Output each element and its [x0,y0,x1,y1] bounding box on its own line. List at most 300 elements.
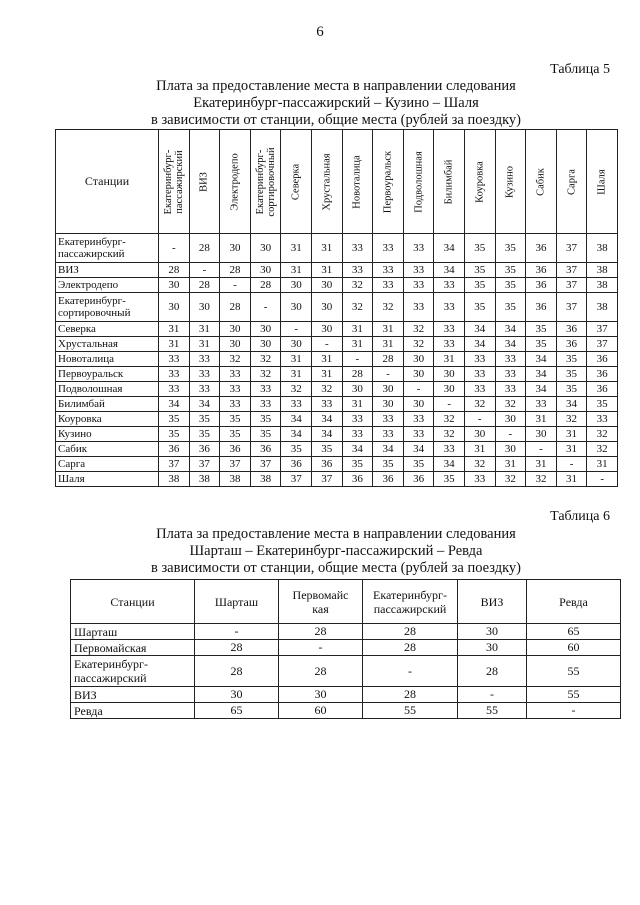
table6-row [71,640,621,656]
table5-fare-cell: 36 [556,322,587,337]
table5-fare-cell: - [587,472,618,487]
table6-fare-cell: 60 [279,703,363,719]
table5-fare-cell: 33 [342,427,373,442]
table5-station-name: Екатеринбург- сортировочный [56,293,159,322]
table5-column-header [434,130,465,234]
table5-fare-cell: 31 [342,337,373,352]
table5-fare-cell: 34 [434,234,465,263]
table6-fare-cell: 28 [363,640,458,656]
table5-fare-cell: 35 [587,397,618,412]
table5-fare-cell: 33 [464,352,495,367]
table5-fare-cell: 33 [342,234,373,263]
table5-row [56,382,618,397]
table5-column-label: Сабик [535,167,547,196]
table5-fare-cell: 33 [434,293,465,322]
table5-fare-cell: 35 [495,278,526,293]
table5-column-header [220,130,251,234]
table5-fare-cell: 33 [464,382,495,397]
table5-fare-cell: 35 [250,427,281,442]
table5-column-label: Екатеринбург- пассажирский [162,149,185,214]
table6-title-line: в зависимости от станции, общие места (рублей за поездку) [150,560,522,576]
table5-fare-cell: 33 [403,293,434,322]
table5-column-label: Хрустальная [321,152,333,211]
table5-fare-cell: 32 [220,352,251,367]
table5-row [56,337,618,352]
table5-fare-cell: 38 [587,263,618,278]
table6-label: Таблица 6 [550,509,610,524]
table5-fare-cell: 35 [464,263,495,278]
table5-fare-cell: 30 [373,397,404,412]
table5-fare-cell: 30 [403,352,434,367]
table5-fare-cell: 31 [159,337,190,352]
table5-fare-cell: 33 [373,278,404,293]
table5-fare-cell: 32 [495,472,526,487]
table5-fare-cell: 36 [281,457,312,472]
table5-fare-cell: 33 [342,263,373,278]
table5-row [56,457,618,472]
table5-fare-cell: 32 [587,427,618,442]
table5-fare-cell: 35 [373,457,404,472]
table6-station-name: Ревда [71,703,195,719]
table5-fare-cell: 35 [342,457,373,472]
table5-fare-cell: 34 [526,367,557,382]
table6-fare-cell: 60 [527,640,621,656]
table5-fare-cell: 28 [220,263,251,278]
table5-fare-cell: 35 [464,234,495,263]
table5-fare-cell: - [311,337,342,352]
table5-fare-cell: 28 [250,278,281,293]
table5-column-label: Электродепо [229,152,241,211]
table5-fare-cell: 28 [189,278,220,293]
table5-column-label: ВИЗ [198,171,210,192]
table5-fare-cell: 34 [311,427,342,442]
table5-column-header [250,130,281,234]
table5-fare-cell: 30 [311,293,342,322]
table5-fare-cell: 33 [373,427,404,442]
table5-station-name: Новоталица [56,352,159,367]
table5-fare-cell: 36 [587,352,618,367]
table5-column-header [526,130,557,234]
table5-fare-cell: 33 [403,412,434,427]
table6-column-header: Первомайс кая [279,580,363,624]
table5-fare-cell: 34 [526,352,557,367]
table5-fare-cell: 37 [281,472,312,487]
table5-title-line: в зависимости от станции, общие места (рублей за поездку) [150,112,522,128]
table5-fare-cell: 31 [342,397,373,412]
table6-fare-cell: 55 [527,687,621,703]
table5-fare-cell: 36 [526,234,557,263]
table5-fare-cell: 31 [556,427,587,442]
table6-fare-cell: 30 [458,624,527,640]
table5-fare-cell: - [250,293,281,322]
table5-fare-cell: 30 [526,427,557,442]
table5-fare-cell: 33 [250,397,281,412]
table5-fare-cell: 33 [159,367,190,382]
table5-row [56,367,618,382]
table5-station-name: Екатеринбург- пассажирский [56,234,159,263]
table5-fare-cell: 33 [464,472,495,487]
table5-fare-cell: 33 [342,412,373,427]
table5-title-line: Екатеринбург-пассажирский – Кузино – Шаля [193,95,479,111]
table5-fare-cell: 34 [159,397,190,412]
table5-column-header [159,130,190,234]
table5-fare-cell: - [220,278,251,293]
table5-fare-cell: 36 [587,382,618,397]
table5-fare-cell: 33 [403,234,434,263]
table5-fare-cell: 30 [403,367,434,382]
table5-fare-cell: 32 [403,337,434,352]
table5-fare-cell: 30 [220,234,251,263]
table5-fare-cell: 35 [220,412,251,427]
table5-fare-cell: 36 [373,472,404,487]
table5-fare-cell: 30 [342,382,373,397]
table5-fare-cell: 30 [495,412,526,427]
table5-fare-cell: 34 [434,263,465,278]
table5-fare-cell: 38 [250,472,281,487]
table5-column-header [403,130,434,234]
table6-title-line: Плата за предоставление места в направлении следования [156,526,516,542]
table5-fare-cell: 37 [556,278,587,293]
table5-fare-cell: 33 [526,397,557,412]
table5-fare-cell: 32 [434,427,465,442]
table5-column-label: Шаля [596,168,608,195]
table6-fare-cell: 65 [527,624,621,640]
table5-fare-cell: 32 [250,367,281,382]
table5-fare-cell: 32 [526,472,557,487]
table5-fare-cell: 30 [250,322,281,337]
table5-fare-cell: 31 [189,337,220,352]
table5-fare-cell: - [373,367,404,382]
table5-fare-cell: 35 [464,293,495,322]
table5-fare-cell: 33 [159,352,190,367]
table5-row [56,322,618,337]
table6-fare-cell: 28 [279,624,363,640]
table5-fare-cell: 36 [556,337,587,352]
table5-column-header [587,130,618,234]
table5-fare-cell: 33 [495,367,526,382]
table5-fare-cell: 28 [220,293,251,322]
table5-fare-cell: 35 [311,442,342,457]
table5-column-label: Подволошная [413,150,425,213]
table5-fare-cell: 31 [556,472,587,487]
table5-fare-cell: 30 [220,322,251,337]
table5-fare-cell: 35 [526,337,557,352]
table5-fare-cell: 35 [250,412,281,427]
table5-fare-cell: 35 [403,457,434,472]
table6-fare-cell: 28 [195,640,279,656]
table6-fare-cell: 55 [363,703,458,719]
table6-fare-matrix [70,579,621,719]
table6-fare-cell: 30 [279,687,363,703]
table5-fare-cell: - [434,397,465,412]
table5-fare-cell: 30 [495,442,526,457]
table5-fare-cell: 34 [373,442,404,457]
table5-title [56,78,616,129]
table5-fare-cell: 28 [159,263,190,278]
table5-column-label: Сарга [566,168,578,195]
table6-fare-cell: 30 [195,687,279,703]
table5-fare-cell: 36 [587,367,618,382]
table6-fare-cell: 28 [279,656,363,687]
table5-fare-cell: 37 [159,457,190,472]
table5-fare-cell: 30 [281,278,312,293]
table5-fare-cell: 31 [526,412,557,427]
table5-fare-cell: 35 [464,278,495,293]
table6-column-header: Шарташ [195,580,279,624]
table6-row [71,624,621,640]
table5-fare-cell: 36 [526,263,557,278]
table5-fare-cell: 32 [250,352,281,367]
table5-fare-cell: 34 [403,442,434,457]
table5-fare-cell: 35 [159,427,190,442]
table5-fare-cell: 31 [464,442,495,457]
table6-fare-cell: 55 [527,656,621,687]
table5-fare-cell: 33 [434,442,465,457]
table5-column-header [373,130,404,234]
table5-fare-cell: 35 [526,322,557,337]
table6-title [56,526,616,577]
table6-fare-cell: - [279,640,363,656]
table5-fare-cell: 32 [587,442,618,457]
table5-fare-cell: - [495,427,526,442]
table5-fare-cell: 33 [281,397,312,412]
table6-column-header: ВИЗ [458,580,527,624]
table5-fare-cell: 30 [159,278,190,293]
table5-fare-cell: 33 [250,382,281,397]
table5-fare-cell: 31 [189,322,220,337]
table5-fare-cell: 31 [281,352,312,367]
table5-fare-cell: 35 [189,427,220,442]
table5-fare-cell: 34 [434,457,465,472]
table5-fare-cell: 32 [342,278,373,293]
table5-fare-cell: 33 [189,382,220,397]
table5-column-label: Коуровка [474,160,486,203]
table5-fare-cell: 33 [495,352,526,367]
table5-fare-cell: 37 [587,322,618,337]
table5-fare-cell: 36 [526,293,557,322]
table5-fare-cell: 32 [495,397,526,412]
table5-station-name: Хрустальная [56,337,159,352]
table5-fare-cell: 32 [464,457,495,472]
table5-fare-cell: 34 [311,412,342,427]
table5-fare-cell: 30 [311,278,342,293]
table5-fare-cell: 30 [434,367,465,382]
table6-stations-header: Станции [71,580,195,624]
table5-fare-cell: 38 [159,472,190,487]
table5-station-name: Подволошная [56,382,159,397]
table5-fare-cell: - [464,412,495,427]
table5-station-name: Шаля [56,472,159,487]
table5-row [56,472,618,487]
table6-fare-cell: - [363,656,458,687]
table5-fare-cell: 32 [464,397,495,412]
table5-fare-cell: - [403,382,434,397]
table5-fare-cell: 34 [556,397,587,412]
table5-fare-cell: 32 [342,293,373,322]
table5-fare-cell: - [159,234,190,263]
table6-row [71,703,621,719]
table5-fare-cell: 30 [434,382,465,397]
table5-station-name: Сабик [56,442,159,457]
table5-fare-cell: 33 [403,427,434,442]
table5-column-label: Билимбай [443,159,455,204]
table5-fare-cell: 33 [311,397,342,412]
table5-fare-cell: 33 [220,397,251,412]
table6-row [71,656,621,687]
table5-fare-cell: - [189,263,220,278]
table5-fare-cell: 37 [556,263,587,278]
table6-station-name: Екатеринбург- пассажирский [71,656,195,687]
table5-station-name: ВИЗ [56,263,159,278]
table5-fare-cell: 30 [281,293,312,322]
table5-fare-cell: 31 [556,442,587,457]
table5-fare-cell: 33 [220,367,251,382]
table5-fare-cell: 31 [311,367,342,382]
table6-station-name: Первомайская [71,640,195,656]
table5-fare-cell: 36 [526,278,557,293]
table5-row [56,442,618,457]
table6-column-header: Ревда [527,580,621,624]
table5-fare-cell: 34 [281,427,312,442]
table5-fare-cell: 37 [311,472,342,487]
table5-fare-cell: - [556,457,587,472]
table5-fare-cell: 37 [189,457,220,472]
table5-stations-header: Станции [56,130,159,234]
table5-fare-cell: 34 [464,337,495,352]
table6-fare-cell: 55 [458,703,527,719]
table5-fare-cell: 35 [159,412,190,427]
table5-fare-cell: 31 [159,322,190,337]
table5-fare-cell: 33 [434,337,465,352]
table5-station-name: Сарга [56,457,159,472]
table5-fare-cell: 38 [189,472,220,487]
table5-fare-cell: 31 [434,352,465,367]
table5-fare-cell: 30 [311,322,342,337]
table6-row [71,687,621,703]
table6-fare-cell: 28 [458,656,527,687]
table5-fare-cell: 36 [311,457,342,472]
table5-fare-cell: 33 [373,234,404,263]
table5-fare-cell: 33 [373,263,404,278]
table5-fare-cell: 32 [403,322,434,337]
table5-fare-cell: 32 [311,382,342,397]
table5-column-header [495,130,526,234]
table5-row [56,234,618,263]
table5-fare-cell: 31 [373,337,404,352]
page-number: 6 [316,24,324,40]
table5-fare-cell: 31 [281,263,312,278]
table6-station-name: ВИЗ [71,687,195,703]
table5-fare-cell: 31 [281,234,312,263]
table5-column-header [464,130,495,234]
table5-fare-cell: 35 [556,382,587,397]
table5-fare-cell: 36 [159,442,190,457]
table5-fare-cell: 35 [495,263,526,278]
table5-fare-cell: 32 [281,382,312,397]
table5-fare-cell: 34 [342,442,373,457]
table5-fare-cell: 28 [373,352,404,367]
table5-fare-cell: 28 [342,367,373,382]
table5-fare-cell: 36 [342,472,373,487]
table5-fare-cell: 30 [373,382,404,397]
table5-fare-cell: 31 [281,367,312,382]
table5-fare-cell: 28 [189,234,220,263]
table5-fare-cell: 34 [526,382,557,397]
table5-fare-cell: 33 [495,382,526,397]
table5-column-header [556,130,587,234]
table6-station-name: Шарташ [71,624,195,640]
table5-fare-cell: 30 [220,337,251,352]
table5-fare-cell: 31 [526,457,557,472]
table6-title-line: Шарташ – Екатеринбург-пассажирский – Ревда [189,543,483,559]
table5-station-name: Электродепо [56,278,159,293]
table5-row [56,397,618,412]
table6-fare-cell: 28 [363,687,458,703]
table6-fare-cell: - [458,687,527,703]
table5-fare-cell: 37 [556,293,587,322]
table5-fare-cell: 30 [281,337,312,352]
table5-fare-cell: 35 [434,472,465,487]
table5-row [56,352,618,367]
table5-fare-cell: 33 [159,382,190,397]
table5-fare-cell: 31 [587,457,618,472]
table5-row [56,263,618,278]
table6-fare-cell: 65 [195,703,279,719]
table5-fare-cell: 32 [373,293,404,322]
table5-fare-cell: 36 [220,442,251,457]
table5-fare-cell: 38 [587,234,618,263]
table5-fare-cell: 31 [342,322,373,337]
table5-fare-cell: 34 [464,322,495,337]
table6-fare-cell: - [195,624,279,640]
table5-title-line: Плата за предоставление места в направлении следования [156,78,516,94]
table5-fare-cell: - [342,352,373,367]
table6-fare-cell: 30 [458,640,527,656]
table5-station-name: Северка [56,322,159,337]
table5-column-label: Северка [290,163,302,200]
table5-station-name: Кузино [56,427,159,442]
table5-station-name: Коуровка [56,412,159,427]
table5-fare-cell: 37 [250,457,281,472]
table5-column-header [342,130,373,234]
table5-fare-cell: 31 [495,457,526,472]
table5-fare-cell: 35 [189,412,220,427]
table6-fare-cell: 28 [363,624,458,640]
table5-label: Таблица 5 [550,62,610,77]
table5-fare-cell: 33 [464,367,495,382]
table5-fare-cell: 31 [373,322,404,337]
table5-fare-cell: 33 [587,412,618,427]
table6-fare-cell: 28 [195,656,279,687]
table5-fare-cell: 30 [464,427,495,442]
table5-fare-cell: 37 [587,337,618,352]
table6-column-header: Екатеринбург- пассажирский [363,580,458,624]
table5-row [56,293,618,322]
table5-fare-cell: 33 [189,367,220,382]
table5-fare-cell: 35 [281,442,312,457]
table5-fare-cell: 33 [434,278,465,293]
table5-fare-cell: 30 [250,234,281,263]
table5-fare-cell: 37 [220,457,251,472]
table5-fare-cell: - [281,322,312,337]
table5-fare-cell: 36 [403,472,434,487]
table5-fare-cell: 36 [189,442,220,457]
table5-fare-cell: 34 [495,322,526,337]
table5-column-header [311,130,342,234]
table5-fare-cell: 36 [250,442,281,457]
table5-fare-cell: 30 [189,293,220,322]
table5-fare-cell: 35 [495,234,526,263]
